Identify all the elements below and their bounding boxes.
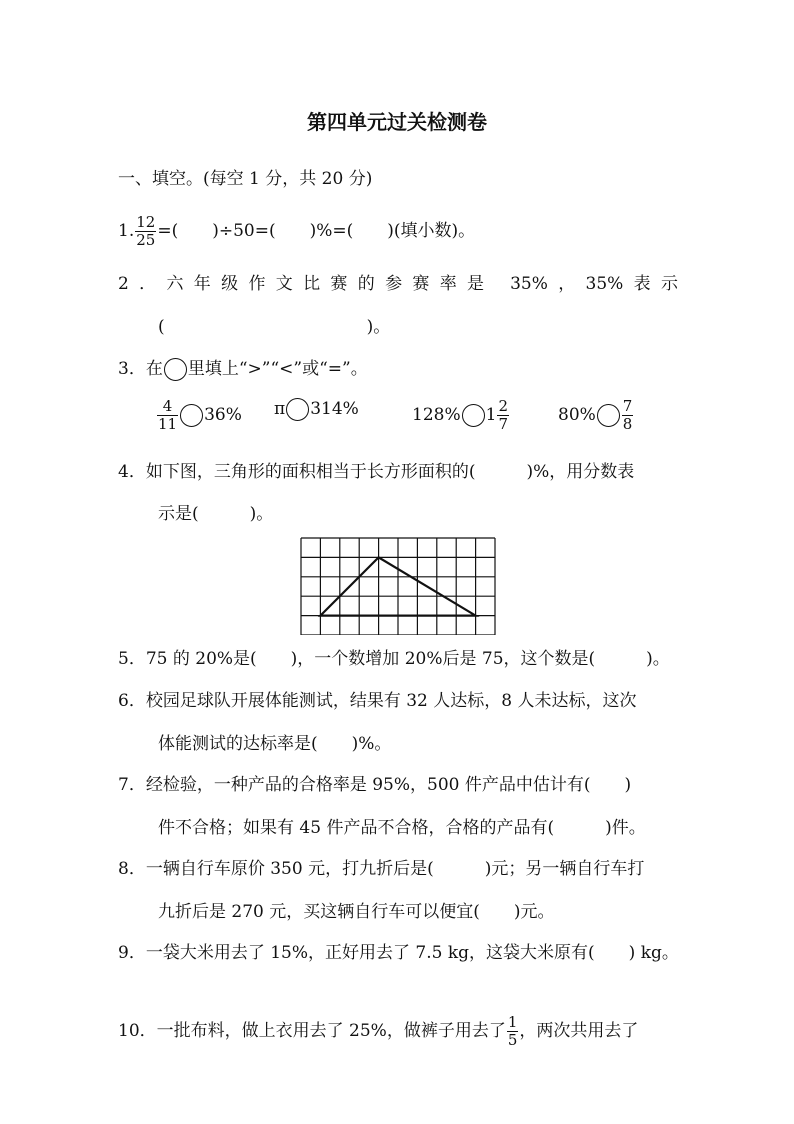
q3-item1-fraction	[157, 398, 178, 433]
q3-item3-num: 2	[498, 397, 508, 415]
q3-item4-circle[interactable]	[597, 404, 620, 427]
question-9: 9．一袋大米用去了 15%，正好用去了 7.5 kg，这袋大米原有( ) kg。	[118, 943, 679, 963]
q3-item2-circle[interactable]	[286, 398, 309, 421]
question-7-line2: 件不合格；如果有 45 件产品不合格，合格的产品有( )件。	[158, 818, 646, 838]
q3-item4-den: 8	[622, 415, 633, 433]
q3-item1-num: 4	[157, 398, 178, 416]
page-title: 第四单元过关检测卷	[307, 110, 487, 134]
question-8-line2: 九折后是 270 元，买这辆自行车可以便宜( )元。	[158, 902, 555, 922]
q1-frac-den: 25	[136, 231, 156, 249]
q3-item-1	[156, 398, 242, 433]
q3-item3-fraction	[497, 398, 509, 433]
section-heading: 一、填空。(每空 1 分，共 20 分)	[118, 169, 373, 189]
q3-item3-circle[interactable]	[462, 404, 485, 427]
question-6-line1: 6．校园足球队开展体能测试，结果有 32 人达标，8 人未达标，这次	[118, 691, 637, 711]
question-4-line1: 4．如下图，三角形的面积相当于长方形面积的( )%，用分数表	[118, 462, 635, 482]
q3-item2-left: π	[274, 399, 286, 419]
grid-svg	[300, 537, 496, 635]
question-8-line1: 8．一辆自行车原价 350 元，打九折后是( )元；另一辆自行车打	[118, 859, 645, 879]
q3-item1-right: 36%	[204, 405, 242, 425]
q3-item3-whole: 1	[485, 405, 497, 425]
q10-fraction	[507, 1014, 519, 1049]
q1-fraction	[135, 214, 156, 249]
q10-frac-num: 1	[507, 1013, 518, 1031]
q10-before: 10．一批布料，做上衣用去了 25%，做裤子用去了	[118, 1021, 506, 1041]
q3-item3-den: 7	[498, 415, 508, 433]
q3-item4-num: 7	[622, 397, 633, 415]
q10-after: ，两次共用去了	[519, 1021, 639, 1041]
q3-suffix: 里填上“>”“<”或“=”。	[187, 359, 368, 379]
q1-frac-num: 12	[136, 213, 156, 231]
question-2-line1: 2．六年级作文比赛的参赛率是 35%，35%表示	[118, 274, 678, 294]
q3-item-2	[274, 398, 359, 421]
question-2-line2	[158, 316, 390, 338]
q3-prefix: 3．在	[118, 359, 163, 379]
q3-item1-circle[interactable]	[180, 404, 203, 427]
q3-item4-fraction	[622, 398, 634, 433]
question-10	[118, 1014, 638, 1049]
q3-item3-left: 128%	[412, 405, 461, 425]
question-6-line2: 体能测试的达标率是( )%。	[158, 734, 392, 754]
question-7-line1: 7．经检验，一种产品的合格率是 95%，500 件产品中估计有( )	[118, 775, 632, 795]
grid-lines	[301, 538, 495, 635]
q3-item-4	[558, 398, 634, 433]
q2-close-paren: )。	[366, 317, 391, 337]
q3-item4-left: 80%	[558, 405, 596, 425]
q3-item2-right: 314%	[310, 399, 359, 419]
question-4-line2: 示是( )。	[158, 504, 274, 524]
question-1	[118, 214, 475, 249]
q3-item-3	[412, 398, 510, 433]
q3-item1-den: 11	[158, 415, 178, 433]
question-5: 5．75 的 20%是( )，一个数增加 20%后是 75，这个数是( )。	[118, 649, 670, 669]
q1-number: 1.	[118, 221, 135, 241]
compare-circle-icon	[164, 358, 187, 381]
grid-figure	[300, 537, 496, 639]
q2-open-paren: (	[158, 317, 165, 337]
question-3	[118, 358, 368, 381]
q1-text: =( )÷50=( )%=( )(填小数)。	[157, 221, 476, 241]
q10-frac-den: 5	[507, 1031, 518, 1049]
